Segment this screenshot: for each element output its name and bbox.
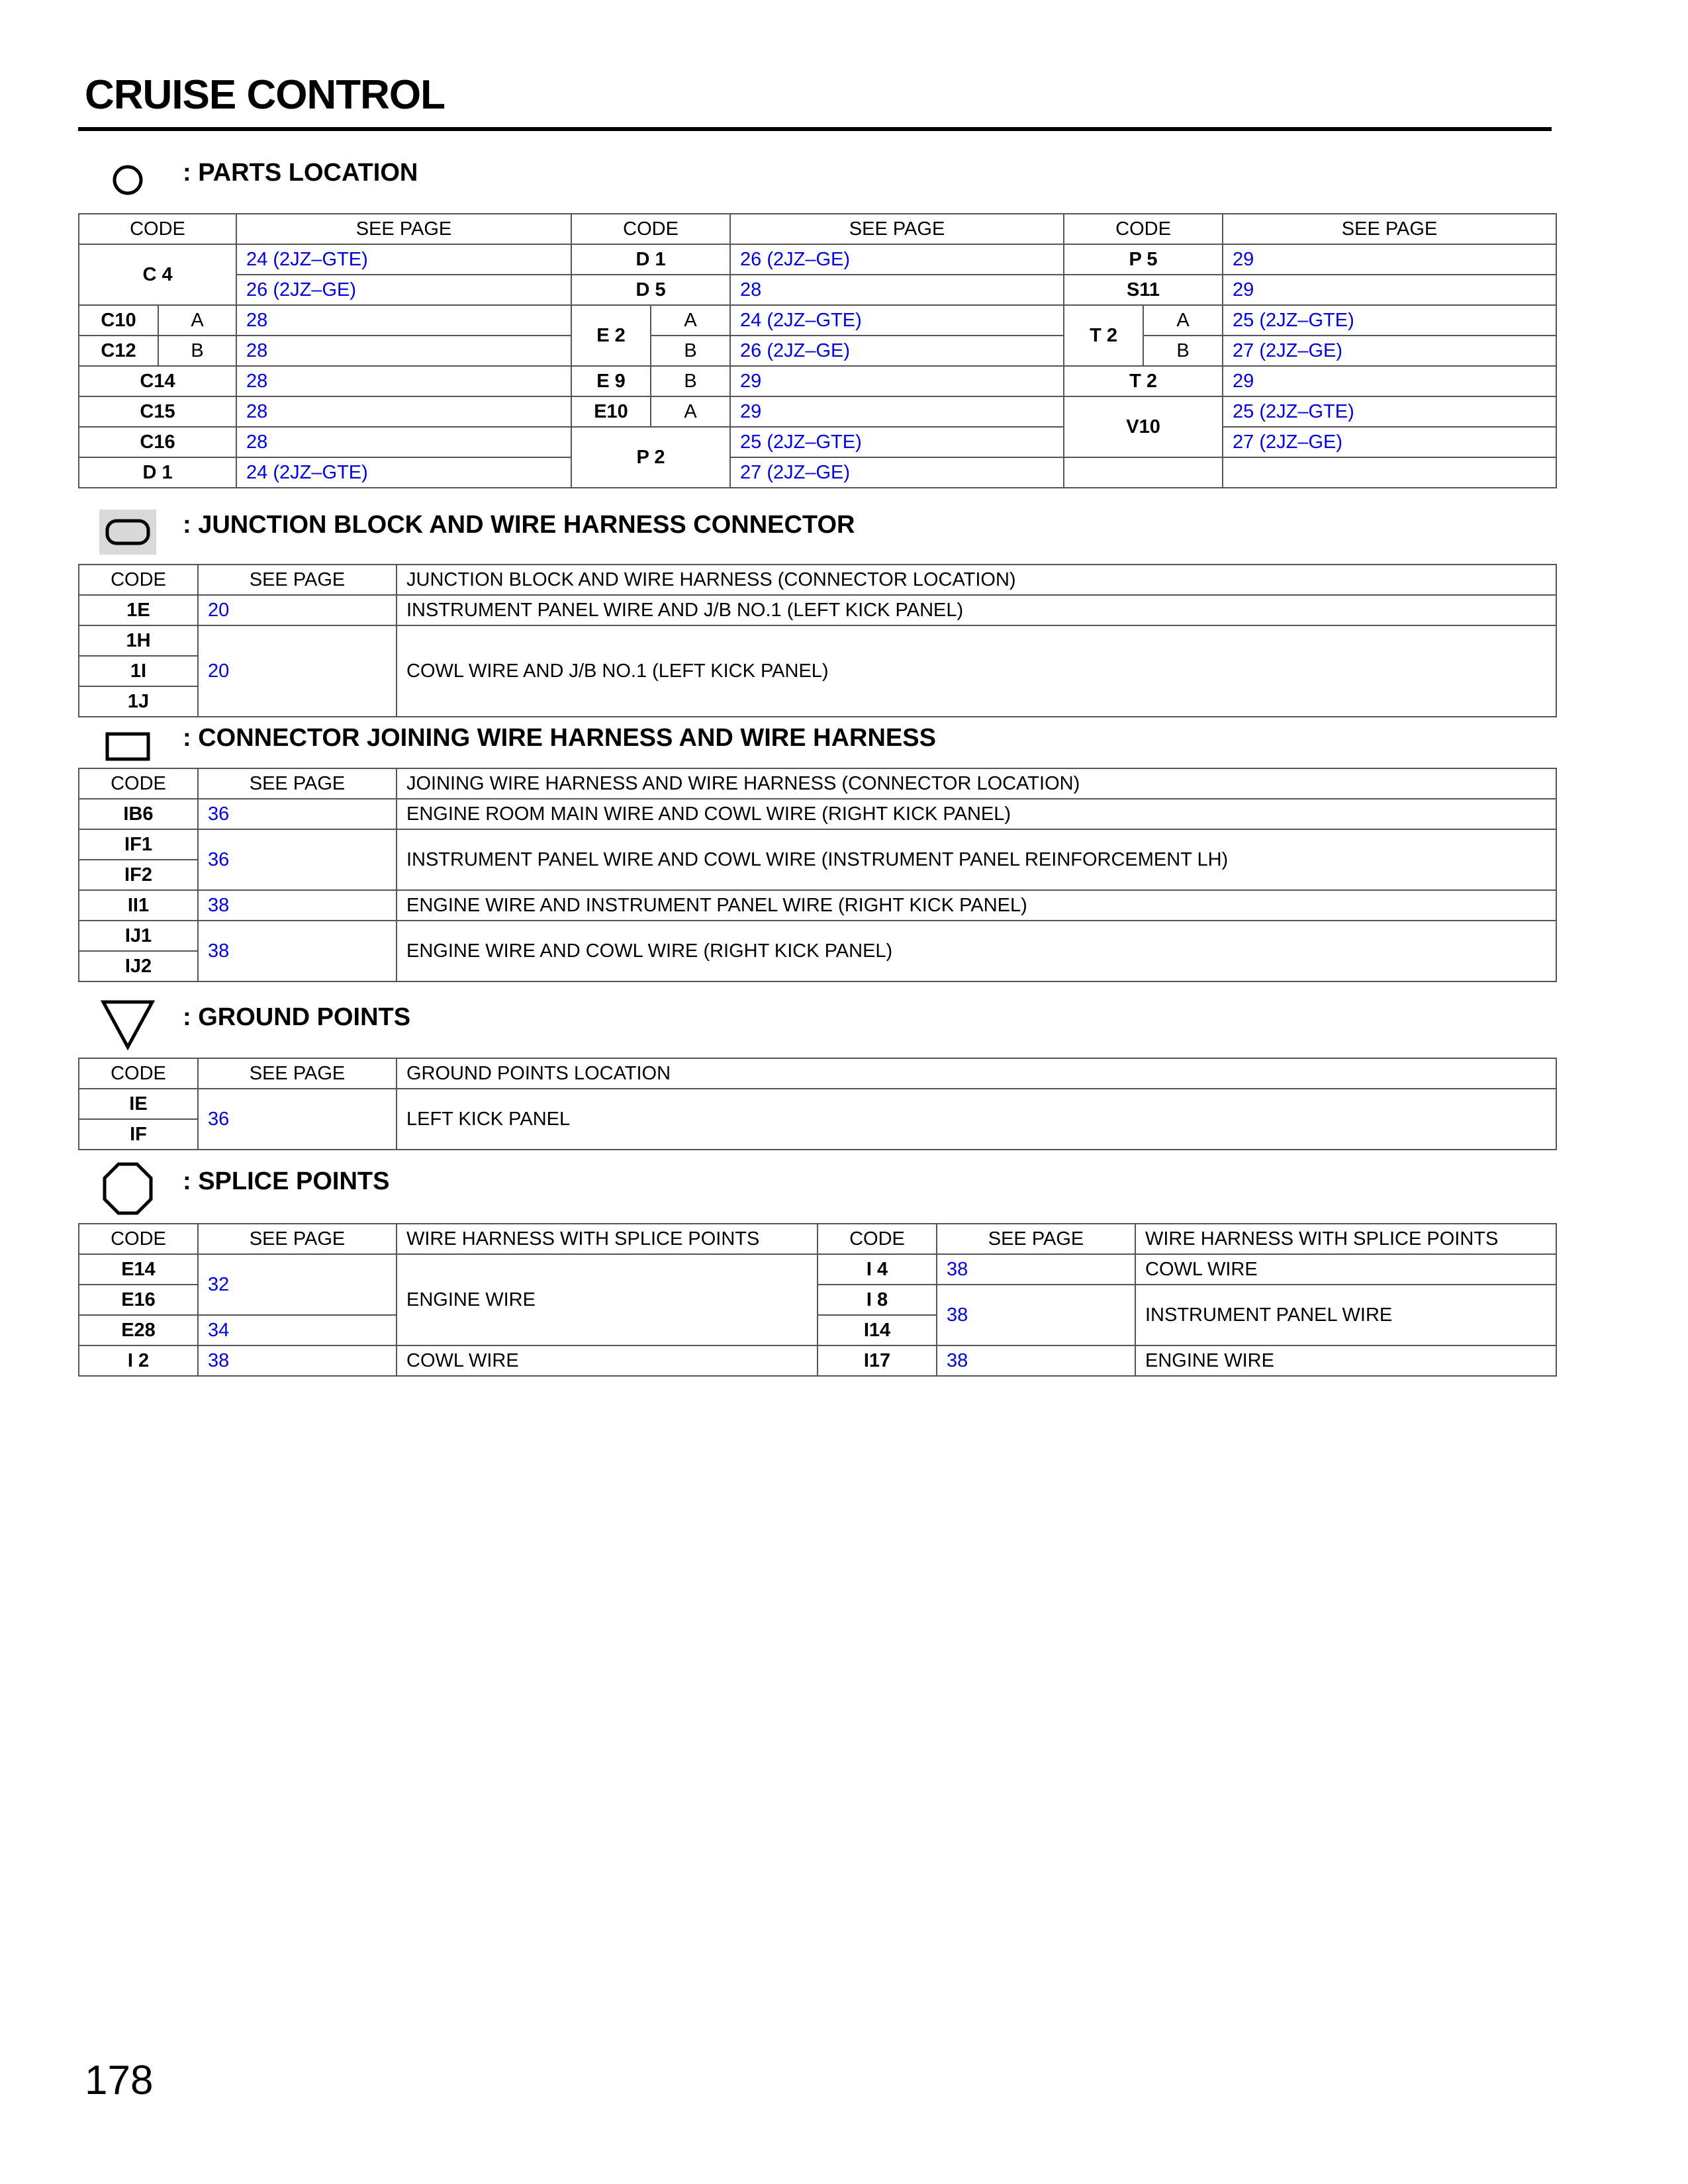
code-cell: E 2 (571, 305, 651, 366)
page-link[interactable]: 26 (2JZ–GE) (730, 244, 1064, 275)
splice-points-label: : SPLICE POINTS (183, 1167, 390, 1195)
parts-location-table (78, 213, 1557, 488)
page-link[interactable]: 29 (730, 396, 1064, 427)
page-link[interactable]: 27 (2JZ–GE) (1223, 336, 1556, 366)
code-cell: I17 (818, 1345, 937, 1376)
table-row (79, 595, 1556, 625)
parts-location-label: : PARTS LOCATION (183, 159, 418, 187)
code-cell: IJ1 (79, 921, 198, 951)
page-link[interactable]: 38 (937, 1285, 1135, 1345)
table-row (79, 396, 1556, 427)
page-link[interactable]: 26 (2JZ–GE) (236, 275, 571, 305)
page-link[interactable]: 38 (937, 1345, 1135, 1376)
table-row (79, 1089, 1556, 1119)
code-cell: I 4 (818, 1254, 937, 1285)
column-header: CODE (79, 1224, 198, 1254)
column-header: CODE (79, 1058, 198, 1089)
code-cell: T 2 (1064, 305, 1143, 366)
column-header: SEE PAGE (198, 565, 397, 595)
code-cell: C10 (79, 305, 158, 336)
code-cell: IB6 (79, 799, 198, 829)
sub-code-cell: B (158, 336, 236, 366)
code-cell: IF2 (79, 860, 198, 890)
code-cell: E14 (79, 1254, 198, 1285)
table-row (79, 890, 1556, 921)
connector-joining-label: : CONNECTOR JOINING WIRE HARNESS AND WIRE HARNESS (183, 724, 936, 752)
column-header: SEE PAGE (730, 214, 1064, 244)
column-header: CODE (571, 214, 730, 244)
table-row (79, 921, 1556, 951)
code-cell: IE (79, 1089, 198, 1119)
description-cell: ENGINE WIRE AND COWL WIRE (RIGHT KICK PANEL) (397, 921, 1556, 981)
table-row (79, 427, 1556, 457)
connector-joining-table (78, 768, 1557, 982)
page-link[interactable]: 29 (1223, 366, 1556, 396)
description-cell: INSTRUMENT PANEL WIRE (1135, 1285, 1556, 1345)
description-cell: LEFT KICK PANEL (397, 1089, 1556, 1150)
ground-points-table (78, 1058, 1557, 1150)
sub-code-cell: B (651, 366, 730, 396)
code-cell: I14 (818, 1315, 937, 1345)
column-header: JUNCTION BLOCK AND WIRE HARNESS (CONNECTOR LOCATION) (397, 565, 1556, 595)
code-cell: C 4 (79, 244, 236, 305)
table-row (79, 305, 1556, 336)
table-row (79, 457, 1556, 488)
table-header-row (79, 214, 1556, 244)
page-link[interactable]: 24 (2JZ–GTE) (236, 244, 571, 275)
page-link[interactable]: 28 (236, 427, 571, 457)
table-row (79, 366, 1556, 396)
page-link[interactable]: 38 (198, 1345, 397, 1376)
code-cell: IF (79, 1119, 198, 1150)
title-rule (78, 127, 1552, 131)
description-cell: INSTRUMENT PANEL WIRE AND J/B NO.1 (LEFT KICK PANEL) (397, 595, 1556, 625)
code-cell: 1E (79, 595, 198, 625)
page-title: CRUISE CONTROL (85, 72, 445, 118)
column-header: WIRE HARNESS WITH SPLICE POINTS (397, 1224, 818, 1254)
code-cell: E16 (79, 1285, 198, 1315)
triangle-down-icon (98, 998, 158, 1051)
description-cell: ENGINE WIRE AND INSTRUMENT PANEL WIRE (RIGHT KICK PANEL) (397, 890, 1556, 921)
table-row (79, 1254, 1556, 1285)
code-cell: I 8 (818, 1285, 937, 1315)
code-cell: E10 (571, 396, 651, 427)
sub-code-cell: A (651, 396, 730, 427)
page-link[interactable]: 36 (198, 1089, 397, 1150)
code-cell: D 1 (79, 457, 236, 488)
code-cell: D 5 (571, 275, 730, 305)
page-link[interactable]: 28 (236, 305, 571, 336)
table-row (79, 625, 1556, 656)
code-cell: S11 (1064, 275, 1223, 305)
description-cell: COWL WIRE (397, 1345, 818, 1376)
sub-code-cell: A (1143, 305, 1223, 336)
table-row (79, 799, 1556, 829)
column-header: SEE PAGE (1223, 214, 1556, 244)
page-link[interactable]: 36 (198, 829, 397, 890)
code-cell: IJ2 (79, 951, 198, 981)
column-header: CODE (1064, 214, 1223, 244)
rectangle-icon (98, 719, 158, 772)
code-cell: I 2 (79, 1345, 198, 1376)
empty-cell (1223, 457, 1556, 488)
table-header-row (79, 1058, 1556, 1089)
empty-cell (1064, 457, 1223, 488)
page-link[interactable]: 28 (730, 275, 1064, 305)
rounded-rectangle-icon (98, 506, 158, 559)
page-link[interactable]: 29 (730, 366, 1064, 396)
page-link[interactable]: 24 (2JZ–GTE) (236, 457, 571, 488)
code-cell: C15 (79, 396, 236, 427)
page-link[interactable]: 27 (2JZ–GE) (1223, 427, 1556, 457)
splice-points-table (78, 1223, 1557, 1377)
page-link[interactable]: 24 (2JZ–GTE) (730, 305, 1064, 336)
column-header: SEE PAGE (198, 1224, 397, 1254)
description-cell: ENGINE WIRE (397, 1254, 818, 1345)
table-row (79, 336, 1556, 366)
code-cell: 1I (79, 656, 198, 686)
column-header: SEE PAGE (236, 214, 571, 244)
page-link[interactable]: 26 (2JZ–GE) (730, 336, 1064, 366)
table-row (79, 1345, 1556, 1376)
column-header: CODE (79, 214, 236, 244)
page-number: 178 (85, 2058, 154, 2103)
page-link[interactable]: 38 (198, 890, 397, 921)
code-cell: E 9 (571, 366, 651, 396)
code-cell: 1H (79, 625, 198, 656)
column-header: SEE PAGE (937, 1224, 1135, 1254)
column-header: CODE (79, 768, 198, 799)
page-link[interactable]: 27 (2JZ–GE) (730, 457, 1064, 488)
circle-icon (98, 154, 158, 206)
column-header: SEE PAGE (198, 768, 397, 799)
page-link[interactable]: 38 (198, 921, 397, 981)
description-cell: ENGINE WIRE (1135, 1345, 1556, 1376)
column-header: CODE (818, 1224, 937, 1254)
table-row (79, 829, 1556, 860)
code-cell: P 5 (1064, 244, 1223, 275)
page-link[interactable]: 29 (1223, 275, 1556, 305)
code-cell: 1J (79, 686, 198, 717)
code-cell: C16 (79, 427, 236, 457)
table-row (79, 244, 1556, 275)
sub-code-cell: B (651, 336, 730, 366)
code-cell: II1 (79, 890, 198, 921)
ground-points-label: : GROUND POINTS (183, 1003, 411, 1031)
page-link[interactable]: 28 (236, 396, 571, 427)
page-link[interactable]: 20 (198, 625, 397, 717)
page-link[interactable]: 36 (198, 799, 397, 829)
code-cell: C12 (79, 336, 158, 366)
code-cell: T 2 (1064, 366, 1223, 396)
column-header: GROUND POINTS LOCATION (397, 1058, 1556, 1089)
column-header: JOINING WIRE HARNESS AND WIRE HARNESS (CONNECTOR LOCATION) (397, 768, 1556, 799)
description-cell: ENGINE ROOM MAIN WIRE AND COWL WIRE (RIGHT KICK PANEL) (397, 799, 1556, 829)
page-link[interactable]: 32 (198, 1254, 397, 1315)
description-cell: INSTRUMENT PANEL WIRE AND COWL WIRE (INSTRUMENT PANEL REINFORCEMENT LH) (397, 829, 1556, 890)
page-link[interactable]: 29 (1223, 244, 1556, 275)
description-cell: COWL WIRE (1135, 1254, 1556, 1285)
code-cell: C14 (79, 366, 236, 396)
code-cell: IF1 (79, 829, 198, 860)
page-link[interactable]: 28 (236, 336, 571, 366)
page-link[interactable]: 34 (198, 1315, 397, 1345)
code-cell: V10 (1064, 396, 1223, 457)
table-header-row (79, 768, 1556, 799)
code-cell: P 2 (571, 427, 730, 488)
page-link[interactable]: 20 (198, 595, 397, 625)
page-link[interactable]: 25 (2JZ–GTE) (1223, 305, 1556, 336)
page-link[interactable]: 25 (2JZ–GTE) (1223, 396, 1556, 427)
column-header: WIRE HARNESS WITH SPLICE POINTS (1135, 1224, 1556, 1254)
code-cell: E28 (79, 1315, 198, 1345)
page-link[interactable]: 25 (2JZ–GTE) (730, 427, 1064, 457)
table-header-row (79, 565, 1556, 595)
table-header-row (79, 1224, 1556, 1254)
junction-block-table (78, 564, 1557, 717)
column-header: CODE (79, 565, 198, 595)
page-link[interactable]: 28 (236, 366, 571, 396)
code-cell: D 1 (571, 244, 730, 275)
table-row (79, 275, 1556, 305)
octagon-icon (98, 1162, 158, 1215)
column-header: SEE PAGE (198, 1058, 397, 1089)
sub-code-cell: A (651, 305, 730, 336)
page-link[interactable]: 38 (937, 1254, 1135, 1285)
sub-code-cell: B (1143, 336, 1223, 366)
junction-block-label: : JUNCTION BLOCK AND WIRE HARNESS CONNECTOR (183, 511, 855, 539)
description-cell: COWL WIRE AND J/B NO.1 (LEFT KICK PANEL) (397, 625, 1556, 717)
sub-code-cell: A (158, 305, 236, 336)
